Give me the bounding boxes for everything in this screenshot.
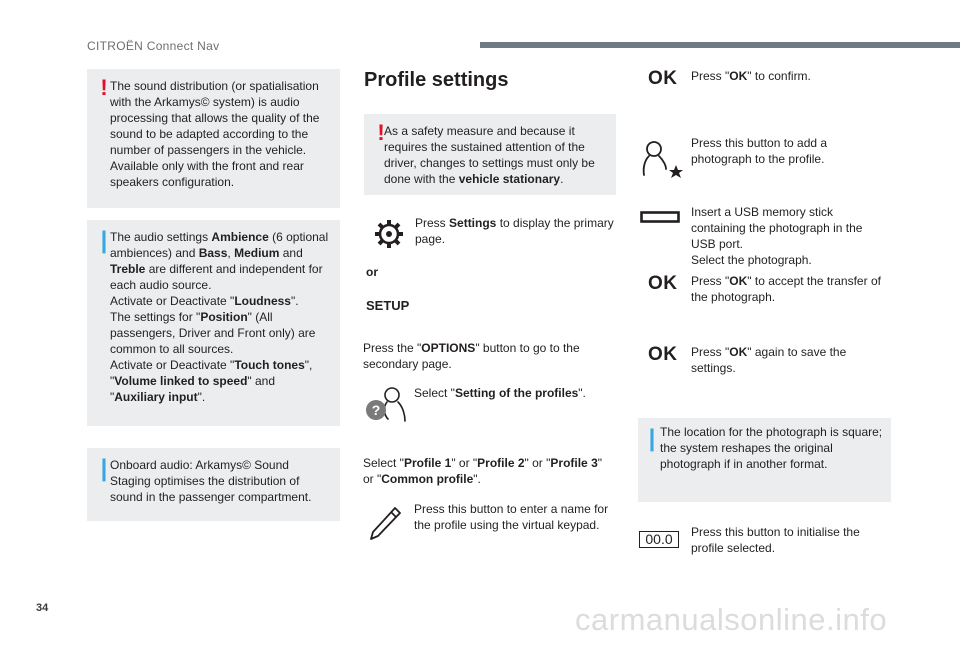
step-setting-profiles-text: Select "Setting of the profiles". (414, 386, 586, 400)
watermark: carmanualsonline.info (575, 602, 888, 637)
profile-star-icon (636, 139, 684, 179)
step-name-text: Press this button to enter a name for the profile using the virtual keypad. (414, 502, 609, 532)
note-text: The audio settings Ambience (6 optional ambiences) and Bass, Medium and Treble are different and independent for each audio source. Activate or Deactivate "Loudness". The settings for "Position" (All passengers, Driver and Front only) are common to all sources. Activate or Deactivate "Touch tones", "Volume linked to speed" and "Auxiliary input". (110, 230, 329, 404)
warning-box (364, 114, 616, 195)
settings-gear-icon (373, 218, 405, 250)
warning-text: As a safety measure and because it requires the sustained attention of the driver, changes to settings must only be done with the vehicle stationary. (384, 124, 595, 186)
ok-button-label: OK (648, 273, 678, 294)
section-title: Profile settings (364, 69, 509, 91)
help-profile-icon (365, 385, 409, 429)
note-photo-location (638, 418, 891, 502)
step-add-photo-text: Press this button to add a photograph to the profile. (691, 136, 828, 166)
svg-text:?: ? (371, 402, 381, 418)
note-text: The sound distribution (or spatialisation with the Arkamys© system) is audio processing that allows the quality of the sound to be adapted according to the number of passengers in the vehicle. Available only with the front and rear speakers configuration. (110, 79, 320, 189)
setup-button-label: SETUP (366, 298, 410, 313)
info-icon: | (100, 455, 108, 482)
step-save-text: Press "OK" again to save the settings. (691, 345, 847, 375)
or-label: or (366, 265, 378, 279)
step-accept-text: Press "OK" to accept the transfer of the photograph. (691, 274, 881, 304)
manual-header-title: CITROËN Connect Nav (87, 39, 220, 53)
warning-exclamation-icon: ! (377, 120, 385, 145)
info-icon: | (648, 425, 656, 452)
note-onboard-audio (87, 448, 340, 521)
note-text: The location for the photograph is square; the system reshapes the original photograph if in another format. (660, 425, 883, 471)
ok-button-label: OK (648, 344, 678, 365)
note-audio-settings (87, 220, 340, 426)
page-number: 34 (36, 602, 49, 614)
note-sound-distribution (87, 69, 340, 208)
step-options-text: Press the "OPTIONS" button to go to the secondary page. (363, 341, 580, 371)
ok-button-label: OK (648, 68, 678, 89)
note-text: Onboard audio: Arkamys© Sound Staging optimises the distribution of sound in the passenger compartment. (110, 458, 312, 504)
step-confirm-text: Press "OK" to confirm. (691, 69, 811, 83)
step-settings-text: Press Settings to display the primary page. (415, 216, 614, 246)
info-icon: | (100, 227, 108, 254)
step-reset-text: Press this button to initialise the profile selected. (691, 525, 860, 555)
usb-port-icon (640, 210, 680, 224)
warning-exclamation-icon: ! (100, 75, 108, 100)
header-bar (480, 42, 960, 48)
pencil-icon (367, 505, 403, 543)
reset-button-label: 00.0 (639, 531, 679, 548)
step-usb-text: Insert a USB memory stick containing the photograph in the USB port. Select the photograph. (691, 205, 863, 267)
step-select-profile-text: Select "Profile 1" or "Profile 2" or "Profile 3" or "Common profile". (363, 456, 603, 486)
